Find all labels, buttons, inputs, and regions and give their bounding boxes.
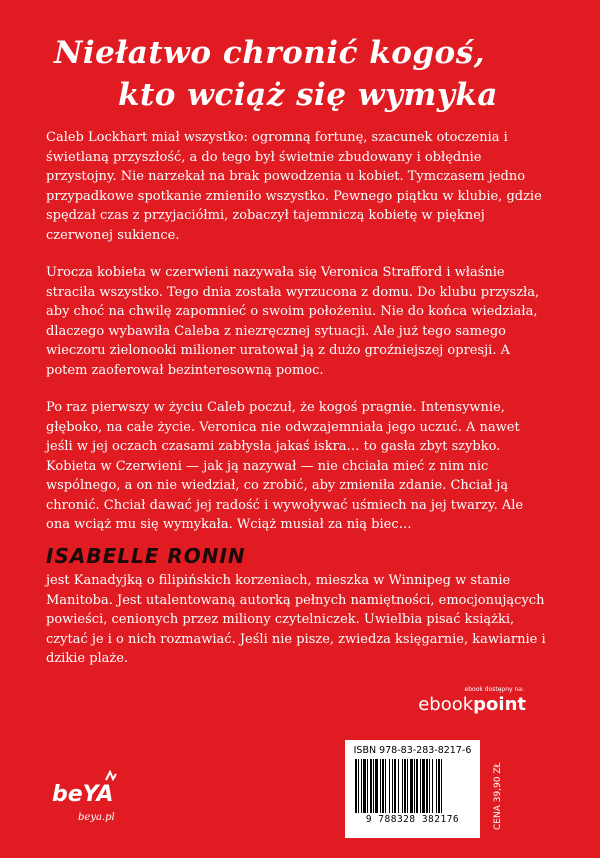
barcode-bar [373, 759, 374, 813]
barcode-bar [429, 759, 430, 813]
tagline-line-1: Niełatwo chronić kogoś, [54, 35, 485, 71]
isbn-label: ISBN 978-83-283-8217-6 [353, 745, 472, 756]
barcode-bar [436, 759, 437, 813]
barcode-bar [375, 759, 378, 813]
isbn-barcode [345, 740, 480, 838]
barcode-bar [358, 759, 359, 813]
barcode-bar [361, 759, 362, 813]
publisher-website: beya.pl [78, 812, 115, 823]
cover-tagline [54, 32, 574, 116]
publisher-logo [52, 782, 114, 807]
barcode-bar [394, 759, 396, 813]
barcode-bar [363, 759, 366, 813]
barcode-bar [355, 759, 357, 813]
barcode-bar [402, 759, 403, 813]
ebookpoint-logo-light: ebook [418, 694, 474, 715]
barcode-bar [404, 759, 406, 813]
barcode-bar [367, 759, 368, 813]
author-bio: jest Kanadyjką o filipińskich korzeniach, mieszka w Winnipeg w stanie Manitoba. Jest utalentowaną autorką pełnych namiętności, emocjonujących powieści, cenionych przez miliony czytelniczek. Uwielbia pisać książki, czytać je i o nich rozmawiać. Jeśli nie pisze, zwiedza księgarnie, kawiarnie i dzikie plaże. [46, 573, 546, 666]
barcode-bar [441, 759, 442, 813]
barcode-bar [382, 759, 384, 813]
barcode-bar [438, 759, 440, 813]
publisher-logo-ya: YA [82, 782, 114, 807]
barcode-bar [407, 759, 408, 813]
barcode-bar [392, 759, 393, 813]
barcode-bar [422, 759, 425, 813]
barcode-bar [389, 759, 390, 813]
barcode-bar [398, 759, 399, 813]
barcode-bars [353, 759, 472, 813]
barcode-bar [410, 759, 413, 813]
author-name: ISABELLE RONIN [46, 544, 246, 568]
publisher-logo-mark-icon [104, 770, 118, 784]
barcode-number: 9 788328 382176 [365, 814, 460, 825]
barcode-bar [370, 759, 372, 813]
barcode-bar [420, 759, 421, 813]
barcode-bar [432, 759, 433, 813]
blurb-paragraph-2: Urocza kobieta w czerwieni nazywała się Veronica Strafford i właśnie straciła wszystko. Tego dnia została wyrzucona z domu. Do klubu przyszła, aby choć na chwilę zapomnieć o swoim położeniu. Nie do końca wiedziała, dlaczego wybawiła Caleba z niezręcznej sytuacji. Ale już tego samego wieczoru zielonooki milioner uratował ją z dużo groźniejszej opresji. A potem zaoferował bezinteresowną pomoc. [46, 265, 540, 378]
blurb-paragraph-3: Po raz pierwszy w życiu Caleb poczuł, że kogoś pragnie. Intensywnie, głęboko, na całe życie. Veronica nie odwzajemniała jego uczuć. A nawet jeśli w jej oczach czasami zabłysła jakaś iskra… to gasła zbyt szybko. Kobieta w Czerwieni — jak ją nazywał — nie chciała mieć z nim nic wspólnego, a on nie wiedział, co zrobić, aby zmieniła zdanie. Chciał ją chronić. Chciał dawać jej radość i wywoływać uśmiech na jej twarzy. Ale ona wciąż mu się wymykała. Wciąż musiał za nią biec… [46, 400, 524, 532]
ebookpoint-logo-bold: point [473, 694, 526, 715]
publisher-logo-be: be [52, 782, 83, 807]
tagline-line-2: kto wciąż się wymyka [118, 77, 498, 113]
barcode-bar [380, 759, 381, 813]
ebookpoint-logo [404, 694, 526, 715]
barcode-bar [385, 759, 386, 813]
ebook-availability-note: ebook dostępny na: [464, 686, 524, 693]
price-label: CENA 39,90 ZŁ [493, 762, 503, 830]
blurb-paragraph-1: Caleb Lockhart miał wszystko: ogromną fortunę, szacunek otoczenia i świetlaną przyszłość, a do tego był świetnie zbudowany i obłędnie przystojny. Nie narzekał na brak powodzenia u kobiet. Tymczasem jedno przypadkowe spotkanie zmieniło wszystko. Pewnego piątku w klubie, gdzie spędzał czas z przyjaciółmi, zobaczył tajemniczą kobietę w pięknej czerwonej sukience. [46, 130, 542, 243]
barcode-bar [426, 759, 428, 813]
barcode-bar [414, 759, 415, 813]
barcode-bar [416, 759, 418, 813]
